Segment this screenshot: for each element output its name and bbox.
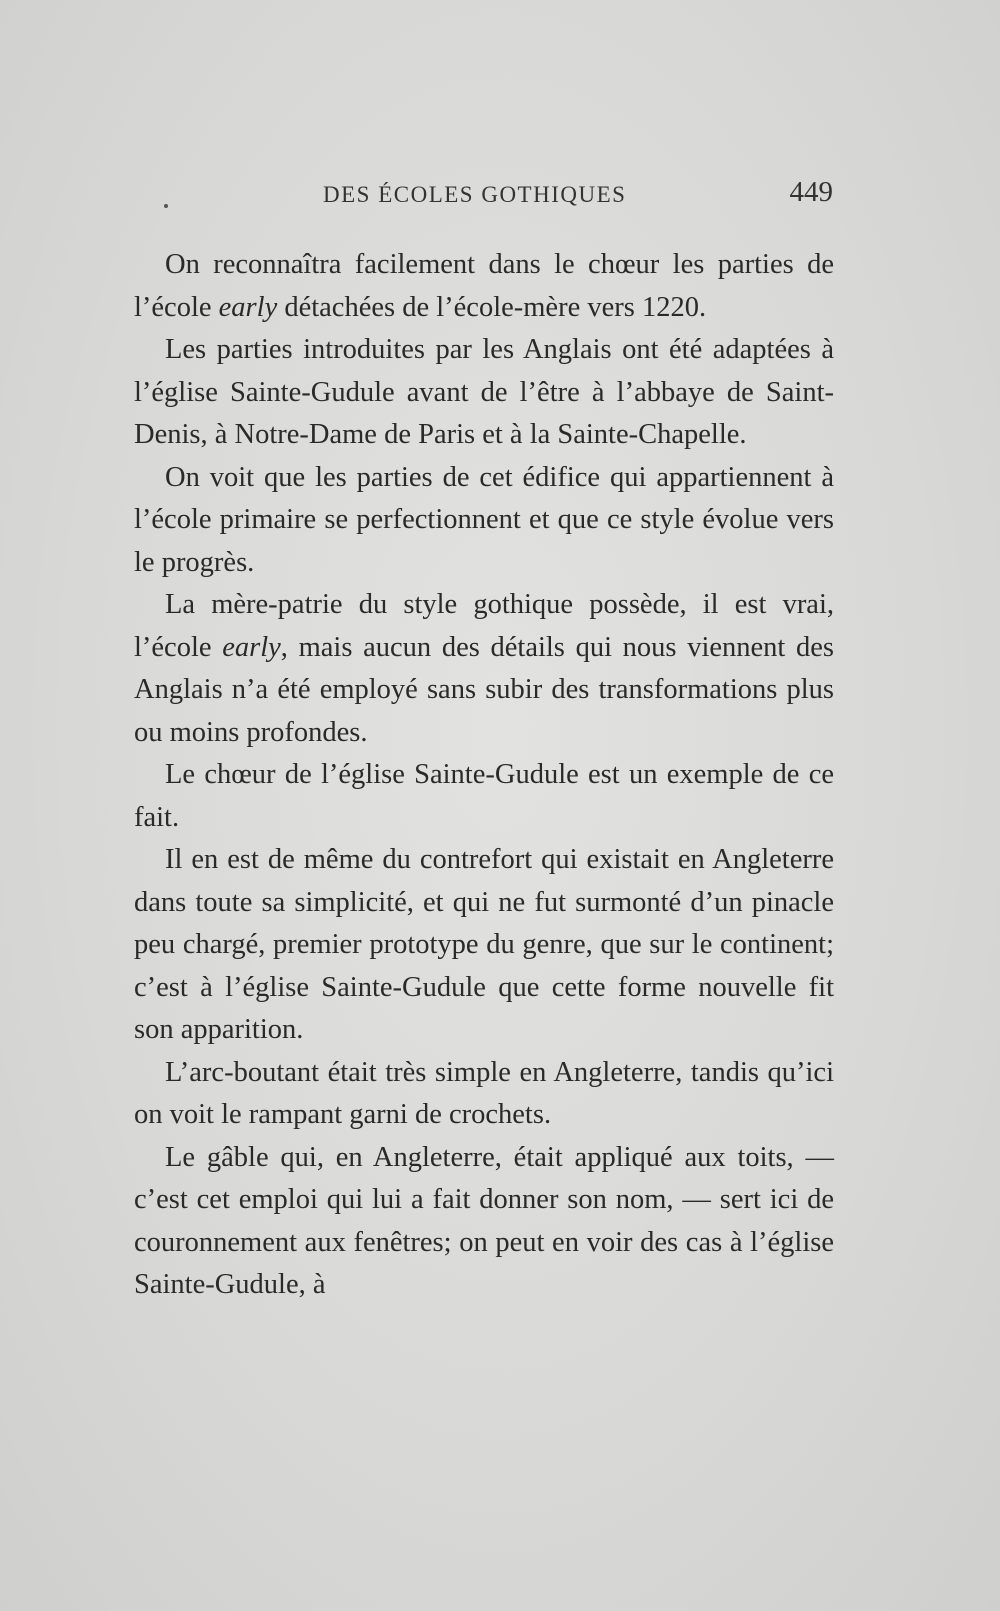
running-header <box>133 176 833 216</box>
italic-term: early <box>222 631 281 663</box>
paragraph-3 <box>134 457 834 585</box>
ink-dot <box>164 204 168 208</box>
paragraph-text: L’arc-boutant était très simple en Angleterre, tandis qu’ici on voit le rampant garni de crochets. <box>134 1056 834 1130</box>
paragraph-4 <box>134 584 834 754</box>
paragraph-text: Le chœur de l’église Sainte-Gudule est un exemple de ce fait. <box>134 759 834 833</box>
paragraph-7 <box>134 1052 834 1137</box>
paragraph-6 <box>134 839 834 1052</box>
paragraph-text: , mais aucun des détails qui nous viennent des Anglais n’a été employé sans subir des transformations plus ou moins profondes. <box>134 631 834 748</box>
italic-term: early <box>218 291 278 323</box>
paragraph-8 <box>134 1137 834 1307</box>
paragraph-text: Le gâble qui, en Angleterre, était appliqué aux toits, — c’est cet emploi qui lui a fait donner son nom, — sert ici de couronnement aux fenêtres; on peut en voir des cas à l’église Sainte-Gudule, à <box>134 1141 834 1300</box>
running-title: DES ÉCOLES GOTHIQUES <box>323 182 627 207</box>
paragraph-text: Il en est de même du contrefort qui existait en Angleterre dans toute sa simplicité, et qui ne fut surmonté d’un pinacle peu chargé, premier prototype du genre, que sur le continent; c’est à l’église Sainte-Gudule que cette forme nouvelle fit son apparition. <box>134 844 834 1045</box>
paragraph-1 <box>134 244 834 329</box>
paragraph-text: Les parties introduites par les Anglais ont été adaptées à l’église Sainte-Gudule avant de l’être à l’abbaye de Saint-Denis, à Notre-Dame de Paris et à la Sainte-Chapelle. <box>134 334 834 450</box>
body-text <box>134 244 834 1307</box>
paragraph-text: La mère-patrie du style gothique possède, il est vrai, l’école <box>134 589 834 663</box>
paragraph-5 <box>134 754 834 839</box>
paragraph-text: détachées de l’école-mère vers 1220. <box>277 291 707 323</box>
paragraph-text: On reconnaîtra facilement dans le chœur les parties de l’école <box>134 249 834 323</box>
page-number: 449 <box>789 176 833 208</box>
paragraph-2 <box>134 329 834 457</box>
paragraph-text: On voit que les parties de cet édifice qui appartiennent à l’école primaire se perfectionnent et que ce style évolue vers le progrès. <box>134 461 834 578</box>
